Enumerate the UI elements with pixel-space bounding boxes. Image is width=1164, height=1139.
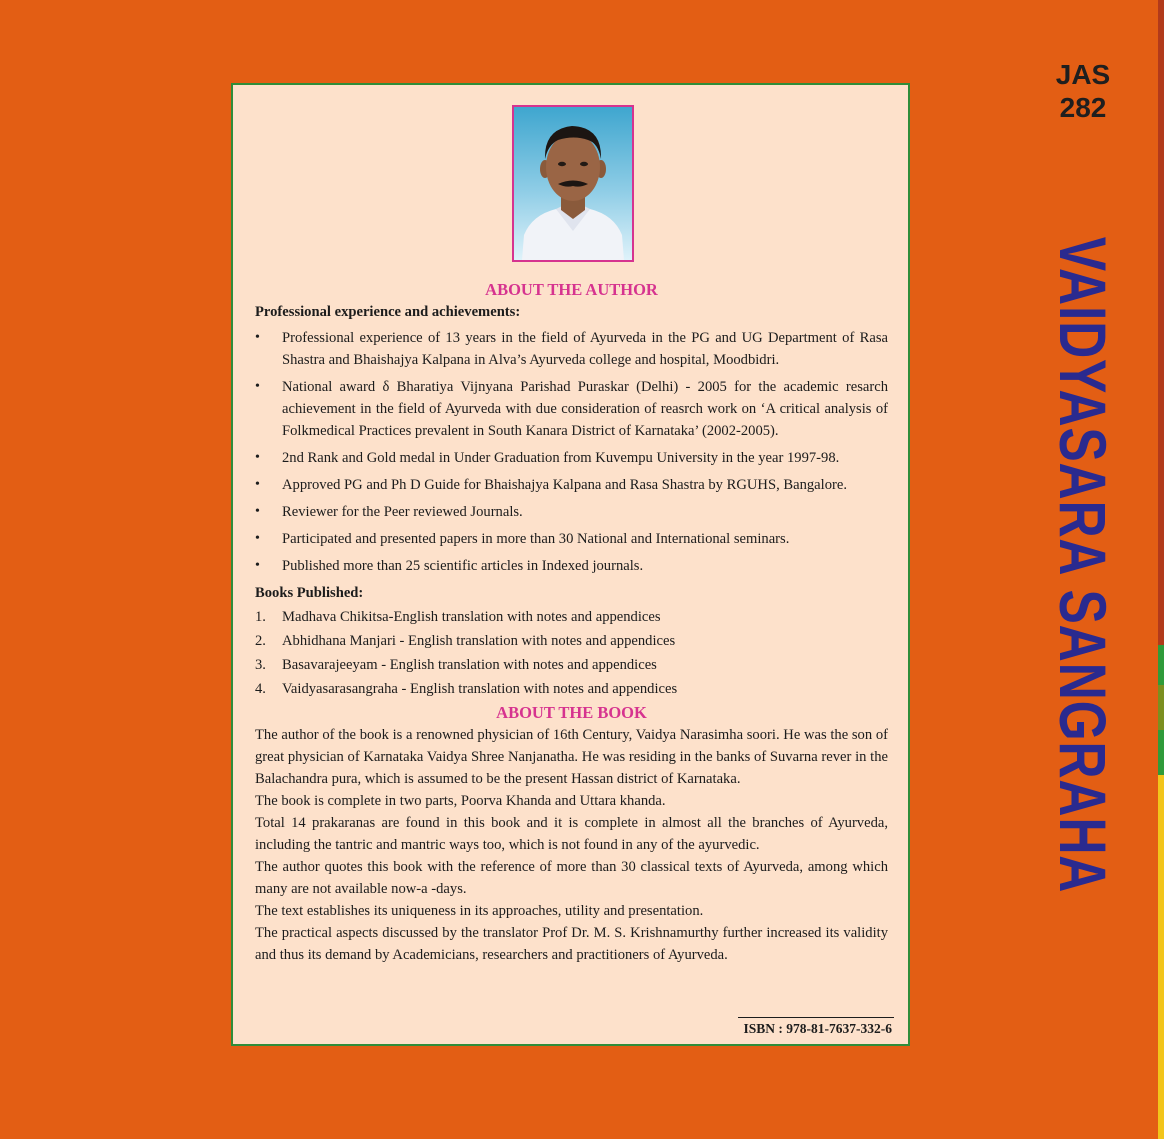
book-paragraph: The book is complete in two parts, Poorva Khanda and Uttara khanda. — [255, 793, 666, 809]
back-cover-panel — [231, 83, 910, 1046]
experience-subheading: Professional experience and achievements: — [255, 304, 521, 320]
edge-strip-yellow — [1158, 775, 1164, 1139]
list-item: • Approved PG and Ph D Guide for Bhaishajya Kalpana and Rasa Shastra by RGUHS, Bangalore. — [255, 474, 888, 496]
book-title: Basavarajeeyam - English translation with notes and appendices — [282, 657, 657, 673]
series-code: JAS — [1055, 59, 1111, 90]
book-title: Vaidyasarasangraha - English translation with notes and appendices — [282, 681, 678, 697]
book-number: 3. — [255, 657, 266, 673]
book-number: 2. — [255, 633, 266, 649]
spine-title-text: VAIDYASARA SANGRAHA — [1046, 236, 1120, 894]
edge-strip-green-2 — [1158, 730, 1164, 775]
list-item: • Professional experience of 13 years in the field of Ayurveda in the PG and UG Department of Rasa Shastra and Bhaishajya Kalpana in Alva’s Ayurveda college and hospital, Moodbidri. — [255, 327, 888, 371]
isbn-label: ISBN : 978-81-7637-332-6 — [743, 1021, 892, 1036]
edge-strip-red — [1158, 0, 1164, 650]
book-number: 1. — [255, 609, 266, 625]
series-volume: 282 — [1059, 92, 1107, 123]
about-author-heading: ABOUT THE AUTHOR — [485, 280, 658, 299]
spine-title — [1045, 144, 1121, 986]
book-title: Abhidhana Manjari - English translation with notes and appendices — [282, 633, 676, 649]
book-title: Madhava Chikitsa-English translation with notes and appendices — [282, 609, 661, 625]
books-list — [255, 606, 888, 700]
books-published-heading: Books Published: — [255, 585, 364, 601]
list-item: • National award δ Bharatiya Vijnyana Parishad Puraskar (Delhi) - 2005 for the academic resarch achievement in the field of Ayurveda with due consideration of reasrch work on ‘A critical analysis of Folkmedical Practices prevalent in South Kanara District of Karnataka’ (2002-2005). — [255, 376, 888, 442]
list-item — [255, 630, 888, 652]
book-paragraph: The author of the book is a renowned physician of 16th Century, Vaidya Narasimha soori. He was the son of great physician of Karnataka Vaidya Shree Nanjanatha. He was residing in the banks of Suvarna rever in the Balachandra pura, which is assumed to be the present Hassan district of Karnataka. — [255, 727, 888, 787]
edge-strip-green — [1158, 645, 1164, 685]
book-paragraph: The author quotes this book with the reference of more than 30 classical texts of Ayurveda, among which many are not available now-a -days. — [255, 859, 888, 897]
edge-strip-olive — [1158, 685, 1164, 730]
about-book-heading: ABOUT THE BOOK — [496, 703, 647, 722]
list-item — [255, 654, 888, 676]
achievements-list — [255, 327, 888, 577]
list-item — [255, 678, 888, 700]
book-number: 4. — [255, 681, 266, 697]
list-item — [255, 606, 888, 628]
book-paragraph: The practical aspects discussed by the translator Prof Dr. M. S. Krishnamurthy further increased its validity and thus its demand by Academicians, researchers and practitioners of Ayurveda. — [255, 925, 888, 963]
author-portrait-icon — [514, 107, 632, 260]
book-paragraph: Total 14 prakaranas are found in this book and it is complete in almost all the branches of Ayurveda, including the tantric and mantric ways too, which is not found in any of the ayurvedic. — [255, 815, 888, 853]
list-item: • Participated and presented papers in more than 30 National and International seminars. — [255, 528, 888, 550]
list-item: • Published more than 25 scientific articles in Indexed journals. — [255, 555, 888, 577]
isbn-divider — [738, 1017, 894, 1018]
list-item: • 2nd Rank and Gold medal in Under Graduation from Kuvempu University in the year 1997-98. — [255, 447, 888, 469]
book-paragraph: The text establishes its uniqueness in its approaches, utility and presentation. — [255, 903, 704, 919]
cover-text — [255, 279, 888, 966]
series-number — [1048, 58, 1118, 124]
list-item: • Reviewer for the Peer reviewed Journals. — [255, 501, 888, 523]
author-photo — [512, 105, 634, 262]
